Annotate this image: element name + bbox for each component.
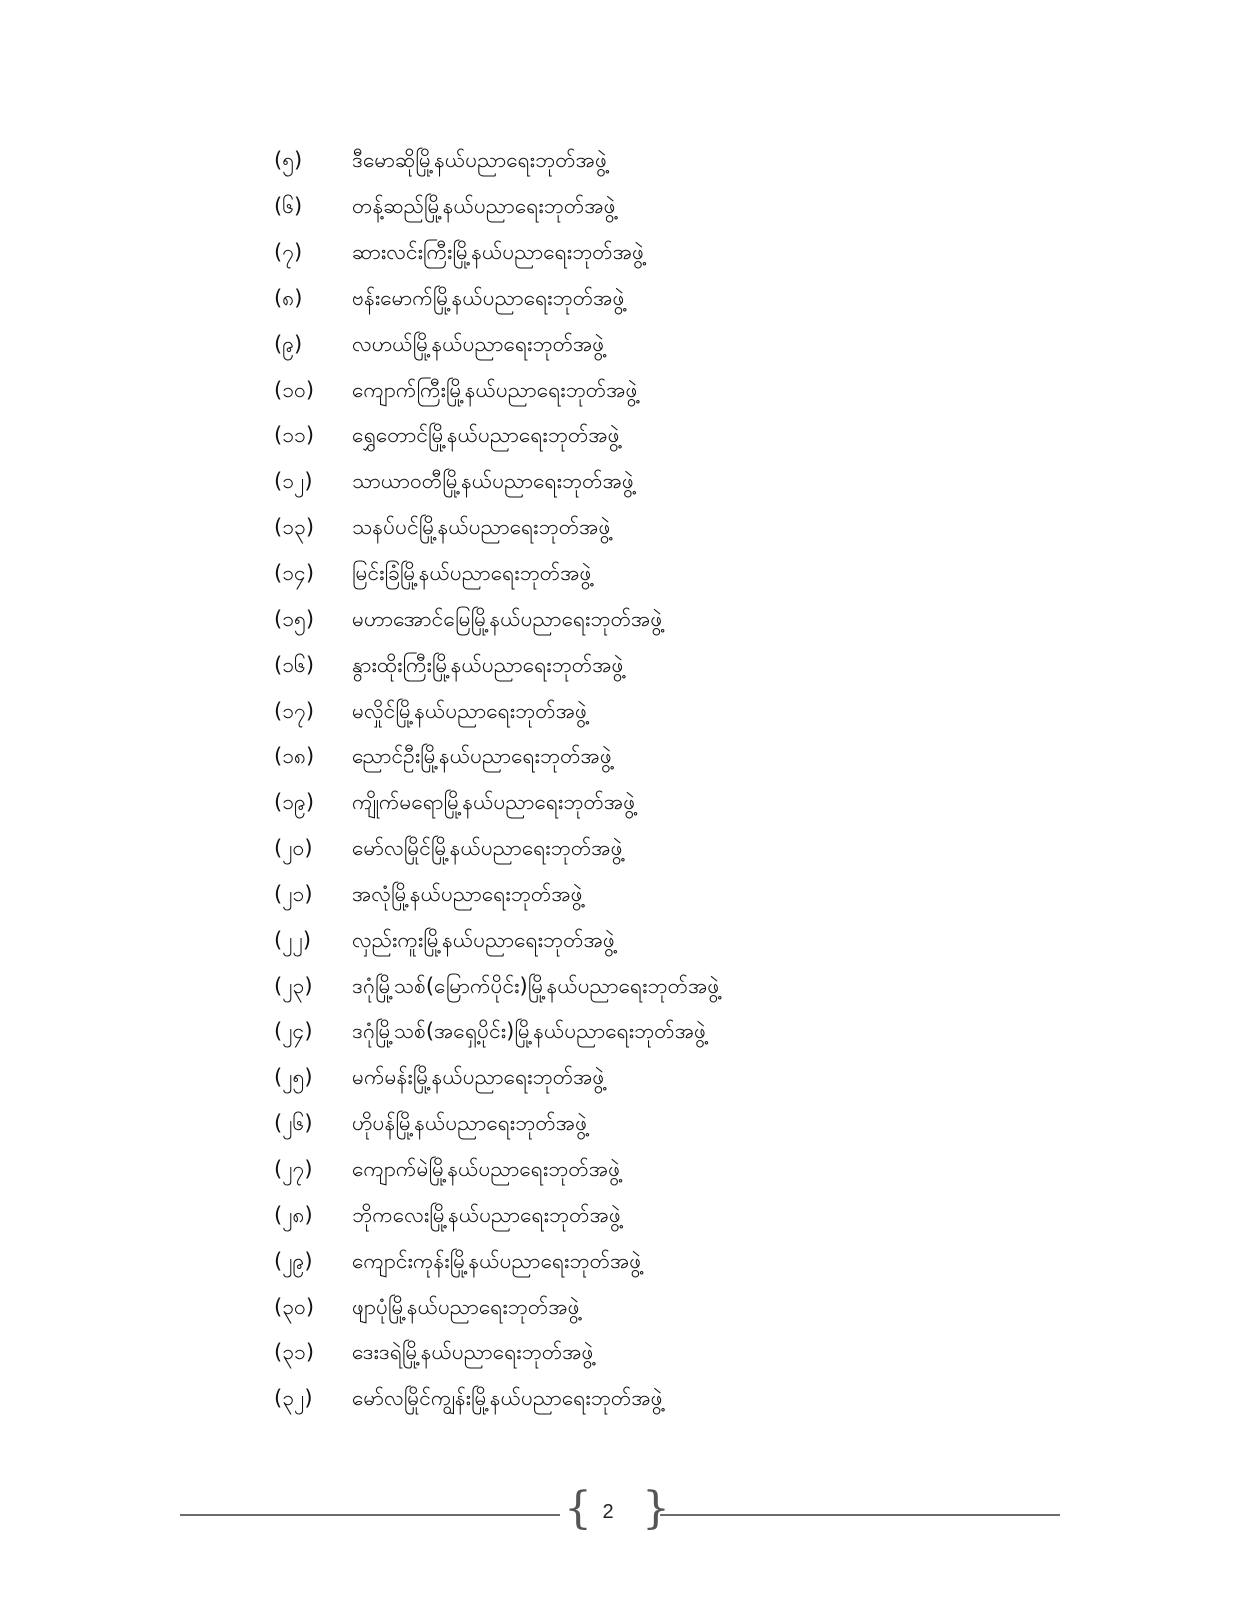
item-number: (၆) [274,194,303,219]
item-text: ဘိုကလေးမြို့နယ်ပညာရေးဘုတ်အဖွဲ့ [352,1202,621,1227]
item-text: ဒဂုံမြို့သစ်(မြောက်ပိုင်း)မြို့နယ်ပညာရေးဘုတ်အဖွဲ့ [352,973,720,998]
list-item [270,278,1070,324]
item-text: ဆားလင်းကြီးမြို့နယ်ပညာရေးဘုတ်အဖွဲ့ [352,240,645,265]
item-number: (၃၀) [274,1294,315,1319]
item-text: မြင်းခြံမြို့နယ်ပညာရေးဘုတ်အဖွဲ့ [352,561,592,586]
item-number: (၁၄) [274,561,315,586]
list-item [270,965,1070,1011]
list-item [270,644,1070,690]
item-number: (၃၂) [274,1386,313,1411]
item-number: (၁၀) [274,377,315,402]
list-item [270,415,1070,461]
list-item [270,919,1070,965]
list-item [270,1286,1070,1332]
item-number: (၁၂) [274,469,313,494]
list-item [270,690,1070,736]
list-item [270,186,1070,232]
item-number: (၁၁) [274,423,315,448]
footer-rule-left [180,1514,560,1516]
list-item [270,1149,1070,1195]
item-text: ဒေးဒရဲမြို့နယ်ပညာရေးဘုတ်အဖွဲ့ [352,1340,594,1365]
item-text: ကျိုက်မရောမြို့နယ်ပညာရေးဘုတ်အဖွဲ့ [352,790,636,815]
item-text: မလှိုင်မြို့နယ်ပညာရေးဘုတ်အဖွဲ့ [352,698,587,723]
list-item [270,507,1070,553]
item-number: (၉) [274,331,303,356]
item-text: ကျောင်းကုန်းမြို့နယ်ပညာရေးဘုတ်အဖွဲ့ [352,1248,642,1273]
item-text: မက်မန်းမြို့နယ်ပညာရေးဘုတ်အဖွဲ့ [352,1065,605,1090]
item-number: (၂၆) [274,1111,313,1136]
item-text: ကျောက်မဲမြို့နယ်ပညာရေးဘုတ်အဖွဲ့ [352,1156,621,1181]
list-item [270,1378,1070,1424]
item-text: သနပ်ပင်မြို့နယ်ပညာရေးဘုတ်အဖွဲ့ [352,515,611,540]
item-text: သာယာဝတီမြို့နယ်ပညာရေးဘုတ်အဖွဲ့ [352,469,634,494]
item-text: ဖျာပုံမြို့နယ်ပညာရေးဘုတ်အဖွဲ့ [352,1294,580,1319]
list-item [270,553,1070,599]
item-number: (၂၈) [274,1202,313,1227]
item-number: (၂၁) [274,881,313,906]
item-number: (၂၃) [274,973,313,998]
item-text: အလုံမြို့နယ်ပညာရေးဘုတ်အဖွဲ့ [352,881,583,906]
item-text: လဟယ်မြို့နယ်ပညာရေးဘုတ်အဖွဲ့ [352,331,605,356]
item-number: (၂၂) [274,927,312,952]
item-number: (၂၉) [274,1248,313,1273]
item-number: (၃၁) [274,1340,315,1365]
item-number: (၂၄) [274,1019,313,1044]
list-item [270,232,1070,278]
list-item [270,1194,1070,1240]
list-item [270,1057,1070,1103]
item-number: (၈) [274,285,303,310]
item-text: ဒဂုံမြို့သစ်(အရှေ့ပိုင်း)မြို့နယ်ပညာရေးဘုတ်အဖွဲ့ [352,1019,706,1044]
item-text: မဟာအောင်မြေမြို့နယ်ပညာရေးဘုတ်အဖွဲ့ [352,606,663,631]
right-brace: } [642,1483,670,1534]
item-text: ကျောက်ကြီးမြို့နယ်ပညာရေးဘုတ်အဖွဲ့ [352,377,638,402]
item-text: မော်လမြိုင်မြို့နယ်ပညာရေးဘုတ်အဖွဲ့ [352,836,623,861]
list-item [270,461,1070,507]
list-item [270,369,1070,415]
list-item [270,323,1070,369]
list-item [270,782,1070,828]
item-text: ဟိုပန်မြို့နယ်ပညာရေးဘုတ်အဖွဲ့ [352,1111,588,1136]
item-text: ဗန်းမောက်မြို့နယ်ပညာရေးဘုတ်အဖွဲ့ [352,285,625,310]
item-number: (၁၆) [274,652,315,677]
item-text: ရွှေတောင်မြို့နယ်ပညာရေးဘုတ်အဖွဲ့ [352,423,620,448]
item-text: ညောင်ဦးမြို့နယ်ပညာရေးဘုတ်အဖွဲ့ [352,744,612,769]
item-number: (၇) [274,240,303,265]
item-number: (၁၈) [274,744,315,769]
left-brace: { [564,1483,592,1534]
item-number: (၂၇) [274,1156,313,1181]
page-footer [180,1483,1060,1535]
item-text: မော်လမြိုင်ကျွန်းမြို့နယ်ပညာရေးဘုတ်အဖွဲ့ [352,1386,663,1411]
township-board-list [270,140,1070,1424]
list-item [270,1240,1070,1286]
list-item [270,1332,1070,1378]
footer-rule-right [660,1514,1060,1516]
list-item [270,598,1070,644]
list-item [270,1103,1070,1149]
list-item [270,140,1070,186]
item-text: နွားထိုးကြီးမြို့နယ်ပညာရေးဘုတ်အဖွဲ့ [352,652,624,677]
item-number: (၂၀) [274,836,313,861]
item-number: (၁၃) [274,515,315,540]
item-number: (၂၅) [274,1065,313,1090]
item-number: (၁၅) [274,606,315,631]
list-item [270,874,1070,920]
list-item [270,736,1070,782]
item-text: တန့်ဆည်မြို့နယ်ပညာရေးဘုတ်အဖွဲ့ [352,194,616,219]
item-number: (၅) [274,148,303,173]
item-text: လှည်းကူးမြို့နယ်ပညာရေးဘုတ်အဖွဲ့ [352,927,615,952]
list-item [270,1011,1070,1057]
page-number: 2 [602,1501,614,1523]
item-text: ဒီမောဆိုမြို့နယ်ပညာရေးဘုတ်အဖွဲ့ [352,148,607,173]
list-item [270,828,1070,874]
item-number: (၁၇) [274,698,315,723]
item-number: (၁၉) [274,790,315,815]
